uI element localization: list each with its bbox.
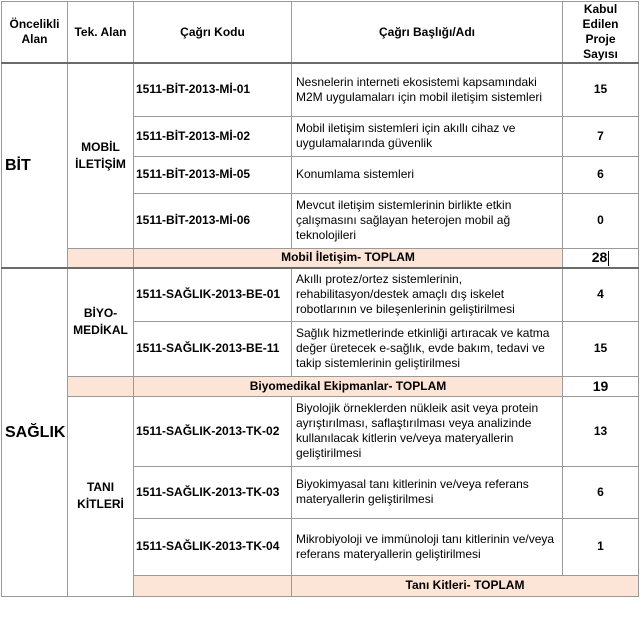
call-title-cell: Sağlık hizmetlerinde etkinliği artıracak ve katma değer üretecek e-sağlık, evde bakım, tedavi ve takip sistemlerinin geliştirilmesi — [292, 321, 563, 376]
call-title-cell: Mobil iletişim sistemleri için akıllı cihaz ve uygulamalarında güvenlik — [292, 116, 563, 156]
count-cell: 6 — [563, 156, 639, 193]
total-value[interactable] — [563, 248, 639, 268]
call-title-cell: Akıllı protez/ortez sistemlerinin, rehabilitasyon/destek amaçlı dış iskelet robotlarının ve bileşenlerinin geliştirilmesi — [292, 268, 563, 321]
header-call-code: Çağrı Kodu — [134, 2, 292, 64]
total-strip — [68, 248, 134, 268]
tech-area-cell: BİYO-MEDİKAL — [68, 268, 134, 376]
call-title-cell: Biyokimyasal tanı kitlerinin ve/veya referans materyallerin geliştirilmesi — [292, 466, 563, 518]
total-strip — [134, 575, 292, 596]
call-title-cell: Biyolojik örneklerden nükleik asit veya protein ayrıştırılması, saflaştırılması veya analizinde kullanılacak kitlerin ve/veya materyallerin geliştirilmesi — [292, 396, 563, 466]
total-label: Tanı Kitleri- TOPLAM — [292, 575, 639, 596]
call-title-cell: Konumlama sistemleri — [292, 156, 563, 193]
call-title-cell: Mevcut iletişim sistemlerinin birlikte etkin çalışmasını sağlayan heterojen mobil ağ teknolojileri — [292, 193, 563, 248]
call-code-cell: 1511-BİT-2013-Mİ-05 — [134, 156, 292, 193]
call-code-cell: 1511-BİT-2013-Mİ-02 — [134, 116, 292, 156]
table-row — [2, 63, 639, 116]
call-title-cell: Mikrobiyoloji ve immünoloji tanı kitlerinin ve/veya referans materyallerin geliştirilmesi — [292, 518, 563, 575]
call-title-cell: Nesnelerin interneti ekosistemi kapsamındaki M2M uygulamaları için mobil iletişim sistemleri — [292, 63, 563, 116]
total-row — [2, 248, 639, 268]
call-code-cell: 1511-SAĞLIK-2013-BE-01 — [134, 268, 292, 321]
call-code-cell: 1511-BİT-2013-Mİ-01 — [134, 63, 292, 116]
tech-area-cell: MOBİL İLETİŞİM — [68, 63, 134, 248]
count-cell: 1 — [563, 518, 639, 575]
tech-area-cell: TANI KİTLERİ — [68, 396, 134, 596]
call-code-cell: 1511-SAĞLIK-2013-TK-03 — [134, 466, 292, 518]
calls-table — [1, 1, 639, 597]
count-cell: 7 — [563, 116, 639, 156]
total-value-text: 28 — [591, 248, 608, 265]
count-cell: 15 — [563, 63, 639, 116]
priority-area-cell: SAĞLIK — [2, 268, 68, 596]
count-cell: 0 — [563, 193, 639, 248]
header-tech-area: Tek. Alan — [68, 2, 134, 64]
call-code-cell: 1511-SAĞLIK-2013-TK-02 — [134, 396, 292, 466]
table-row — [2, 396, 639, 466]
call-code-cell: 1511-SAĞLIK-2013-BE-11 — [134, 321, 292, 376]
call-code-cell: 1511-BİT-2013-Mİ-06 — [134, 193, 292, 248]
header-call-title: Çağrı Başlığı/Adı — [292, 2, 563, 64]
count-cell: 13 — [563, 396, 639, 466]
total-value: 19 — [563, 376, 639, 396]
total-label: Biyomedikal Ekipmanlar- TOPLAM — [134, 376, 563, 396]
call-code-cell: 1511-SAĞLIK-2013-TK-04 — [134, 518, 292, 575]
count-cell: 15 — [563, 321, 639, 376]
total-strip — [68, 376, 134, 396]
header-priority-area: Öncelikli Alan — [2, 2, 68, 64]
count-cell: 6 — [563, 466, 639, 518]
count-cell: 4 — [563, 268, 639, 321]
table-row — [2, 268, 639, 321]
total-row — [2, 376, 639, 396]
header-accepted-count: Kabul Edilen Proje Sayısı — [563, 2, 639, 64]
priority-area-cell: BİT — [2, 63, 68, 268]
text-cursor — [608, 251, 609, 266]
total-label: Mobil İletişim- TOPLAM — [134, 248, 563, 268]
